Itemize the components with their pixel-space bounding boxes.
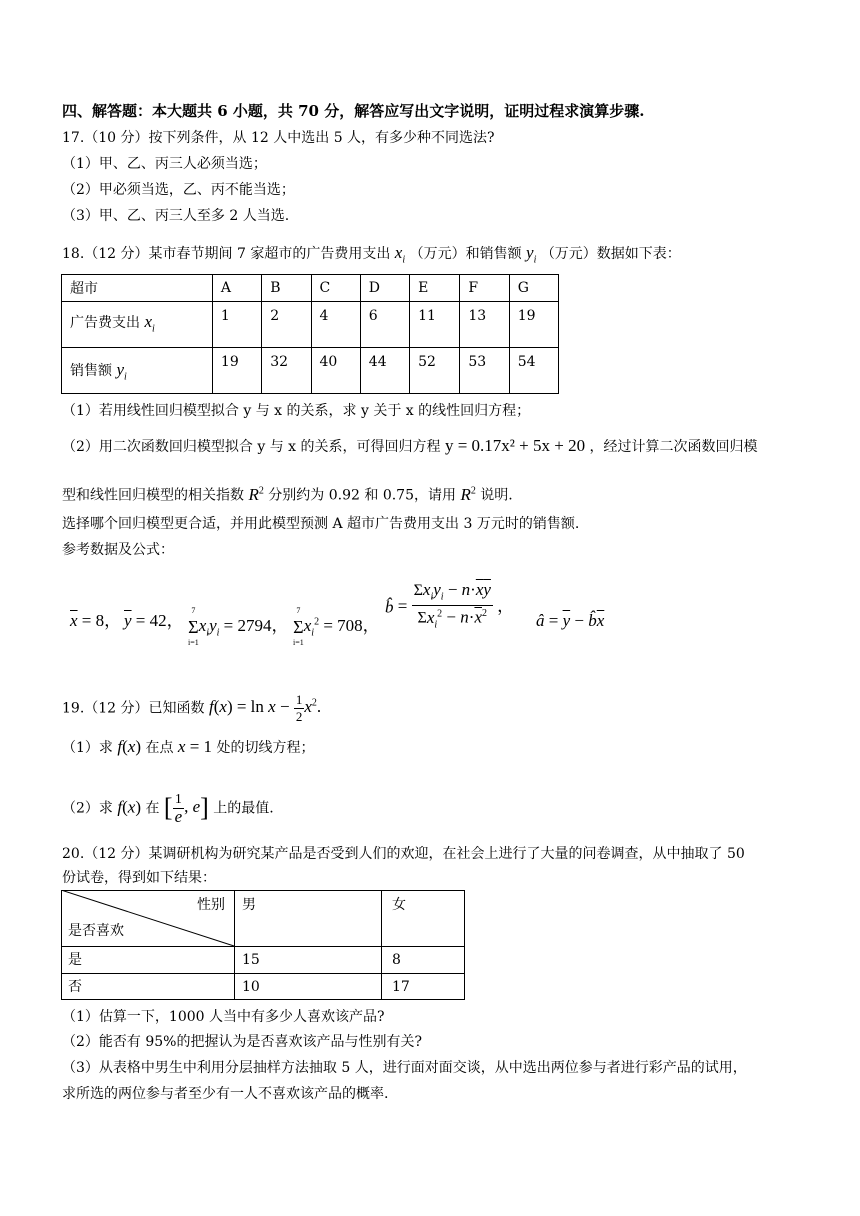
section-heading: 四、解答题：本大题共 6 小题，共 70 分，解答应写出文字说明，证明过程求演算步骤. — [62, 102, 645, 120]
ref-bhat-formula: b̂ = $\frac{\Sigma x_iy_i - n\cdot\overline{x}\overline{y}}{\Sigma x_i^2 - n\cdot\overline{x}^2}$ ， — [385, 580, 515, 631]
q18-part2-line2: 型和线性回归模型的相关指数 $R^2$ 分别约为 0.92 和 0.75，请用 $R^2$ 说明. — [62, 484, 513, 504]
q19-stem: 19.（12 分）已知函数 f(x) = ln x − $\frac{1}{2}$ $x^2$. — [62, 692, 322, 724]
q18-table-header-row — [62, 275, 559, 302]
table-cell: 13 — [460, 302, 509, 348]
table-header-cell: F — [460, 275, 509, 302]
table-cell: 4 — [311, 302, 360, 348]
row-label-yes: 是 — [68, 952, 82, 968]
table-cell: 40 — [311, 348, 360, 394]
ref-ybar: $\overline{y} = 42$， — [124, 611, 184, 630]
q20-part3-line1: （3）从表格中男生中利用分层抽样方法抽取 5 人，进行面对面交谈，从中选出两位参与者进行彩产品的试用， — [62, 1060, 747, 1076]
q20-stem-line2: 份试卷，得到如下结果： — [62, 870, 216, 886]
table-cell: 11 — [410, 302, 460, 348]
q20-part2: （2）能否有 95%的把握认为是否喜欢该产品与性别有关? — [62, 1034, 422, 1050]
q17-part3: （3）甲、乙、丙三人至多 2 人当选. — [62, 208, 290, 224]
row-label-ad-spend: 广告费支出 $x_i$ — [62, 302, 213, 348]
r-squared: $R^2$ — [248, 484, 264, 504]
table-cell: 32 — [262, 348, 311, 394]
corner-label-like: 是否喜欢 — [68, 923, 124, 939]
col-header-male: 男 — [242, 897, 256, 913]
var-yi: $y_i$ — [526, 243, 537, 266]
q19-part1: （1）求 f(x) 在点 x = 1 处的切线方程； — [62, 737, 315, 756]
col-header-female: 女 — [392, 897, 406, 913]
table-header-cell: G — [509, 275, 558, 302]
cell-yes-male: 15 — [242, 952, 260, 968]
q18-reference-label: 参考数据及公式： — [62, 542, 174, 558]
q17-stem: 17.（10 分）按下列条件，从 12 人中选出 5 人，有多少种不同选法? — [62, 130, 495, 146]
ref-xbar: $\overline{x} = 8$， — [70, 611, 122, 630]
table-header-cell: B — [262, 275, 311, 302]
r-squared: $R^2$ — [460, 484, 476, 504]
cell-no-female: 17 — [392, 979, 410, 995]
table-cell: 44 — [360, 348, 409, 394]
q18-table-row-ad-spend — [62, 302, 559, 348]
q18-stem: 18.（12 分）某市春节期间 7 家超市的广告费用支出 $x_i$ （万元）和销售额 $y_i$ （万元）数据如下表： — [62, 243, 681, 266]
table-header-cell: C — [311, 275, 360, 302]
cell-no-male: 10 — [242, 979, 260, 995]
var-xi: $x_i$ — [394, 243, 406, 266]
table-cell: 1 — [212, 302, 261, 348]
table-header-cell: E — [410, 275, 460, 302]
ref-sum-xy: 7 Σ i=1 $x_iy_i = 2794$， — [188, 606, 289, 647]
q18-part2-line3: 选择哪个回归模型更合适，并用此模型预测 A 超市广告费用支出 3 万元时的销售额. — [62, 516, 580, 532]
table-cell: 2 — [262, 302, 311, 348]
table-cell: 19 — [509, 302, 558, 348]
corner-label-gender: 性别 — [197, 897, 225, 913]
cell-yes-female: 8 — [392, 952, 401, 968]
q17-part2: （2）甲必须当选，乙、丙不能当选； — [62, 182, 295, 198]
table-cell: 6 — [360, 302, 409, 348]
table-cell: 52 — [410, 348, 460, 394]
ref-ahat-formula: â = $\overline{y}$ − $b̂\overline{x}$ — [536, 611, 605, 630]
regression-equation: y = 0.17x² + 5x + 20 — [444, 436, 586, 455]
ref-sum-x2: 7 Σ i=1 $x_i^2 = 708$， — [293, 606, 380, 647]
q20-part1: （1）估算一下，1000 人当中有多少人喜欢该产品? — [62, 1009, 385, 1025]
table-cell: 53 — [460, 348, 509, 394]
row-label-sales: 销售额 $y_i$ — [62, 348, 213, 394]
q20-part3-line2: 求所选的两位参与者至少有一人不喜欢该产品的概率. — [62, 1086, 389, 1102]
row-label-no: 否 — [68, 979, 82, 995]
q19-part2: （2）求 f(x) 在 [ $\frac{1}{e}$ , e] 上的最值. — [62, 792, 274, 826]
table-cell: 54 — [509, 348, 558, 394]
q20-stem-line1: 20.（12 分）某调研机构为研究某产品是否受到人们的欢迎，在社会上进行了大量的问卷调查，从中抽取了 50 — [62, 846, 745, 862]
q20-contingency-table — [61, 890, 465, 1000]
table-header-cell: 超市 — [62, 275, 213, 302]
q18-part2-line1: （2）用二次函数回归模型拟合 y 与 x 的关系，可得回归方程 y = 0.17x² + 5x + 20 ，经过计算二次函数回归模 — [62, 436, 758, 455]
table-header-cell: D — [360, 275, 409, 302]
q18-part1: （1）若用线性回归模型拟合 y 与 x 的关系，求 y 关于 x 的线性回归方程； — [62, 403, 531, 419]
q17-part1: （1）甲、乙、丙三人必须当选； — [62, 156, 267, 172]
function-definition: f(x) = ln x − $\frac{1}{2}$ $x^2$. — [208, 692, 322, 724]
table-cell: 19 — [212, 348, 261, 394]
q18-data-table — [61, 274, 559, 394]
q18-table-row-sales — [62, 348, 559, 394]
table-header-cell: A — [212, 275, 261, 302]
